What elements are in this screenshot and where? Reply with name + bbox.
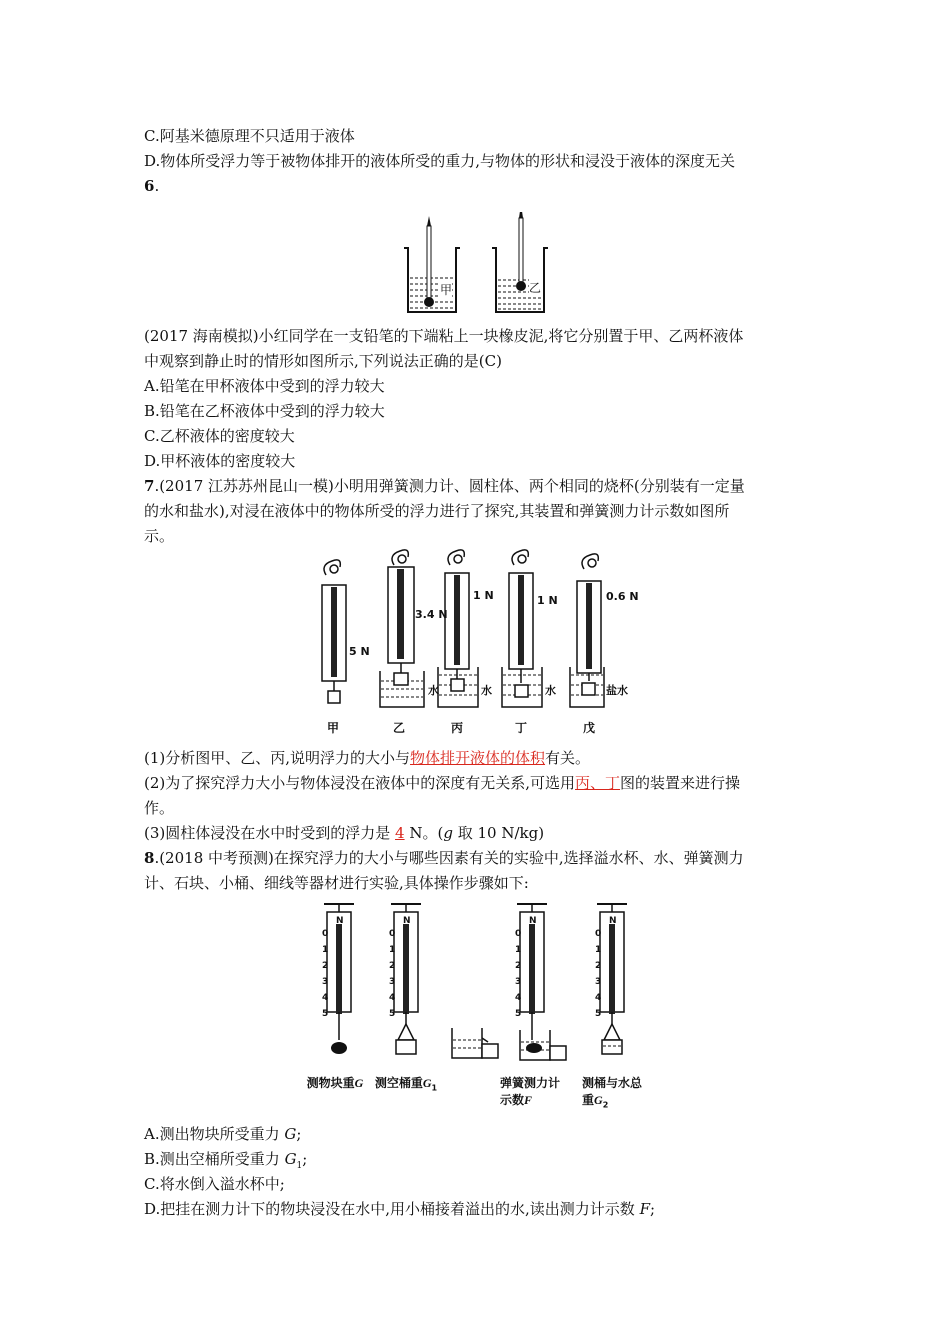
q8-caption-stone: 测物块重G bbox=[306, 1076, 364, 1090]
scale-yi bbox=[380, 550, 424, 707]
q7-reading-ding: 1 N bbox=[537, 594, 558, 607]
q8-option-c: C.将水倒入溢水杯中; bbox=[144, 1175, 285, 1193]
q6-option-c: C.乙杯液体的密度较大 bbox=[144, 427, 295, 445]
q8-caption-empty-bucket: 测空桶重$G_1$ bbox=[374, 1076, 438, 1093]
scale-ding bbox=[502, 550, 542, 707]
q8-s4-unit: N bbox=[609, 916, 617, 926]
q8-option-b: B.测出空桶所受重力 $G_1$; bbox=[144, 1150, 308, 1171]
q7-part2-answer: 丙、丁 bbox=[575, 774, 621, 792]
q8-option-a: A.测出物块所受重力 G; bbox=[144, 1125, 302, 1143]
q7-name-jia: 甲 bbox=[327, 721, 340, 735]
q8-caption-bucket-water: 测桶与水总 重$G_2$ bbox=[582, 1076, 643, 1110]
q7-part1-answer: 物体排开液体的体积 bbox=[410, 749, 546, 767]
q8-stem-line1: 8.(2018 中考预测)在探究浮力的大小与哪些因素有关的实验中,选择溢水杯、水、弹簧测力 bbox=[144, 849, 744, 867]
q6-stem-line1: (2017 海南模拟)小红同学在一支铅笔的下端粘上一块橡皮泥,将它分别置于甲、乙两杯液体 bbox=[144, 327, 744, 345]
q7-reading-jia: 5 N bbox=[349, 645, 370, 658]
q7-name-yi: 乙 bbox=[393, 721, 406, 735]
q8-scale-stone bbox=[324, 904, 354, 1054]
beaker-yi bbox=[492, 212, 548, 312]
q7-part2: (2)为了探究浮力大小与物体浸没在液体中的深度有无关系,可选用丙、丁图的装置来进行操 bbox=[144, 774, 741, 792]
q7-reading-bing: 1 N bbox=[473, 589, 494, 602]
q8-overflow-cup bbox=[452, 1028, 498, 1058]
q7-name-wu: 戊 bbox=[583, 721, 596, 735]
q6-number: 6. bbox=[144, 177, 160, 195]
q6-option-b: B.铅笔在乙杯液体中受到的浮力较大 bbox=[144, 402, 385, 420]
scale-wu bbox=[570, 554, 604, 707]
q7-stem-line2: 的水和盐水),对浸在液体中的物体所受的浮力进行了探究,其装置和弹簧测力计示数如图所 bbox=[144, 502, 730, 520]
q8-s2-ticks-left: 0 1 2 3 4 5 bbox=[389, 929, 396, 1019]
q8-s3-unit: N bbox=[529, 916, 537, 926]
q7-liquid-yi: 水 bbox=[428, 684, 439, 697]
q8-s4-ticks-left: 0 1 2 3 4 5 bbox=[595, 929, 602, 1019]
q7-part2-cont: 作。 bbox=[144, 799, 175, 817]
q7-liquid-wu: 盐水 bbox=[606, 684, 628, 697]
q6-label-yi: 乙 bbox=[529, 281, 542, 295]
q7-part3-answer: 4 bbox=[395, 824, 405, 842]
q7-name-bing: 丙 bbox=[451, 721, 464, 735]
q7-reading-yi: 3.4 N bbox=[415, 608, 448, 621]
q6-option-d: D.甲杯液体的密度较大 bbox=[144, 452, 296, 470]
q8-caption-reading: 弹簧测力计 示数F bbox=[500, 1076, 561, 1107]
q6-label-jia: 甲 bbox=[440, 283, 453, 297]
q6-beakers-figure bbox=[398, 212, 558, 316]
q7-part1: (1)分析图甲、乙、丙,说明浮力的大小与物体排开液体的体积有关。 bbox=[144, 749, 591, 767]
scale-jia bbox=[322, 560, 346, 703]
scale-bing bbox=[438, 550, 478, 707]
q7-liquid-bing: 水 bbox=[481, 684, 492, 697]
q7-part3: (3)圆柱体浸没在水中时受到的浮力是 4 N。(g 取 10 N/kg) bbox=[144, 824, 545, 842]
q8-scale-empty-bucket bbox=[391, 904, 421, 1054]
q8-stem-line2: 计、石块、小桶、细线等器材进行实验,具体操作步骤如下: bbox=[144, 874, 529, 892]
q5-option-d: D.物体所受浮力等于被物体排开的液体所受的重力,与物体的形状和浸没于液体的深度无关 bbox=[144, 152, 736, 170]
q8-s1-ticks-left: 0 1 2 3 4 5 bbox=[322, 929, 329, 1019]
q7-stem-line1: 7.(2017 江苏苏州昆山一模)小明用弹簧测力计、圆柱体、两个相同的烧杯(分别装有一定量 bbox=[144, 477, 745, 495]
q7-spring-scales-figure bbox=[300, 545, 650, 715]
q8-s2-unit: N bbox=[403, 916, 411, 926]
q6-stem-line2: 中观察到静止时的情形如图所示,下列说法正确的是(C) bbox=[144, 352, 502, 370]
q8-scale-immersed bbox=[517, 904, 566, 1060]
q7-reading-wu: 0.6 N bbox=[606, 590, 639, 603]
q8-s3-ticks-left: 0 1 2 3 4 5 bbox=[515, 929, 522, 1019]
q6-option-a: A.铅笔在甲杯液体中受到的浮力较大 bbox=[144, 377, 385, 395]
q7-stem-line3: 示。 bbox=[144, 527, 175, 545]
q7-name-ding: 丁 bbox=[515, 721, 528, 735]
q7-liquid-ding: 水 bbox=[545, 684, 556, 697]
q8-option-d: D.把挂在测力计下的物块浸没在水中,用小桶接着溢出的水,读出测力计示数 F; bbox=[144, 1200, 656, 1218]
q5-option-c: C.阿基米德原理不只适用于液体 bbox=[144, 127, 355, 145]
q8-s1-unit: N bbox=[336, 916, 344, 926]
q8-scale-bucket-water bbox=[597, 904, 627, 1054]
